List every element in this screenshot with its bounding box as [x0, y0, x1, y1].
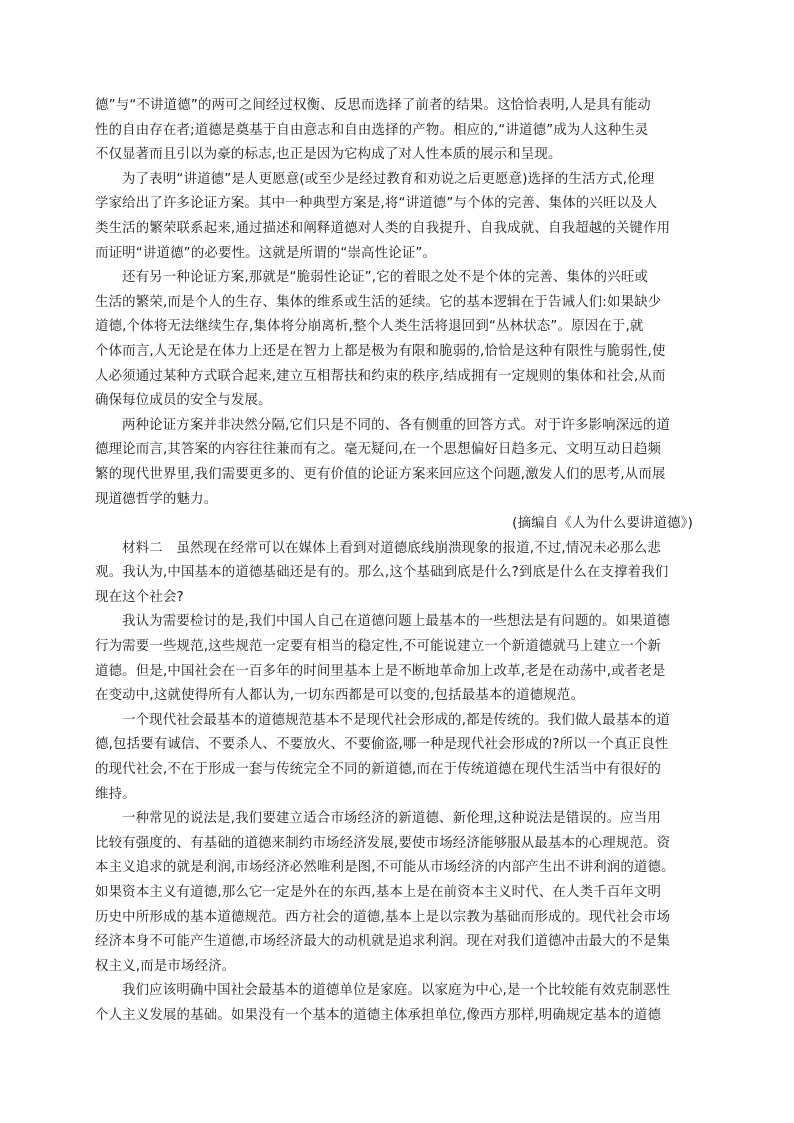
text-line: 德,包括要有诚信、不要杀人、不要放火、不要偷盗,哪一种是现代社会形成的?所以一个真正良性: [95, 737, 669, 753]
paragraph: [95, 709, 699, 807]
paragraph: [95, 266, 699, 414]
text-line: 在变动中,这就使得所有人都认为,一切东西都是可以变的,包括最基本的道德规范。: [95, 688, 585, 704]
text-line: 我认为需要检讨的是,我们中国人自己在道德问题上最基本的一些想法是有问题的。如果道德: [122, 614, 671, 630]
text-line: 维持。: [95, 786, 136, 802]
paragraph: [95, 94, 699, 168]
text-line: 权主义,而是市场经济。: [95, 958, 236, 974]
text-line: 为了表明“讲道德”是人更愿意(或至少是经过教育和劝说之后更愿意)选择的生活方式,伦理: [122, 171, 655, 187]
text-line: 现在这个社会?: [95, 589, 184, 605]
text-line: 类生活的繁荣联系起来,通过描述和阐释道德对人类的自我提升、自我成就、自我超越的关键作用: [95, 220, 671, 236]
text-line: 人必须通过某种方式联合起来,建立互相帮扶和约束的秩序,结成拥有一定规则的集体和社会,从而: [95, 368, 666, 384]
paragraph: [95, 979, 699, 1028]
paragraph: [95, 414, 699, 512]
text-line: 道德。但是,中国社会在一百多年的时间里基本上是不断地革命加上改革,老是在动荡中,或者老是: [95, 663, 666, 679]
text-line: 材料二 虽然现在经常可以在媒体上看到对道德底线崩溃现象的报道,不过,情况未必那么悲: [122, 540, 661, 556]
text-line: 个人主义发展的基础。如果没有一个基本的道德主体承担单位,像西方那样,明确规定基本的道德: [95, 1007, 662, 1023]
text-line: 本主义追求的就是利润,市场经济必然唯利是图,不可能从市场经济的内部产生出不讲利润的道德。: [95, 860, 675, 876]
source-citation: [95, 512, 699, 537]
text-line: 如果资本主义有道德,那么它一定是外在的东西,基本上是在前资本主义时代、在人类千百年文明: [95, 885, 662, 900]
text-line: 而证明“讲道德”的必要性。这就是所谓的“崇高性论证”。: [95, 245, 437, 261]
text-line: 性的自由存在者;道德是奠基于自由意志和自由选择的产物。相应的,“讲道德”成为人这种生灵: [95, 122, 649, 138]
text-line: 德”与“不讲道德”的两可之间经过权衡、反思而选择了前者的结果。这恰恰表明,人是具有能动: [95, 98, 651, 113]
text-line: 比较有强度的、有基础的道德来制约市场经济发展,要使市场经济能够服从最基本的心理规范。资: [95, 835, 671, 851]
text-line: 生活的繁荣,而是个人的生存、集体的维系或生活的延续。它的基本逻辑在于告诫人们:如果缺少: [95, 294, 662, 310]
article-body: [95, 94, 699, 1029]
text-line: 不仅显著而且引以为豪的标志,也正是因为它构成了对人性本质的展示和呈现。: [95, 147, 562, 163]
text-line: 经济本身不可能产生道德,市场经济最大的动机就是追求利润。现在对我们道德冲击最大的不是集: [95, 934, 671, 950]
source-text: (摘编自《人为什么要讲道德》): [512, 516, 693, 532]
text-line: 历史中所形成的基本道德规范。西方社会的道德,基本上是以宗教为基础而形成的。现代社会市场: [95, 909, 671, 925]
text-line: 还有另一种论证方案,那就是“脆弱性论证”,它的着眼之处不是个体的完善、集体的兴旺或: [122, 270, 649, 286]
text-line: 我们应该明确中国社会最基本的道德单位是家庭。以家庭为中心,是一个比较能有效克制恶性: [122, 983, 671, 999]
text-line: 德理论而言,其答案的内容往往兼而有之。毫无疑问,在一个思想偏好日趋多元、文明互动日趋频: [95, 442, 662, 458]
text-line: 确保每位成员的安全与发展。: [95, 393, 272, 409]
text-line: 两种论证方案并非决然分隔,它们只是不同的、各有侧重的回答方式。对于许多影响深远的道: [122, 417, 671, 433]
text-line: 学家给出了许多论证方案。其中一种典型方案是,将“讲道德”与个体的完善、集体的兴旺以及人: [95, 196, 658, 212]
text-line: 的现代社会,不在于形成一套与传统完全不同的新道德,而在于传统道德在现代生活当中有很好的: [95, 762, 662, 778]
text-line: 一种常见的说法是,我们要建立适合市场经济的新道德、新伦理,这种说法是错误的。应当用: [122, 811, 661, 827]
paragraph: [95, 537, 699, 611]
text-line: 道德,个体将无法继续生存,集体将分崩离析,整个人类生活将退回到“丛林状态”。原因在于,就: [95, 319, 644, 335]
paragraph: [95, 807, 699, 979]
text-line: 一个现代社会最基本的道德规范基本不是现代社会形成的,都是传统的。我们做人最基本的道: [122, 712, 671, 728]
text-line: 现道德哲学的魅力。: [95, 491, 218, 507]
paragraph: [95, 168, 699, 266]
text-line: 个体而言,人无论是在体力上还是在智力上都是极为有限和脆弱的,恰恰是这种有限性与脆弱性,使: [95, 343, 666, 359]
text-line: 繁的现代世界里,我们需要更多的、更有价值的论证方案来回应这个问题,激发人们的思考,从而展: [95, 466, 666, 482]
text-line: 观。我认为,中国基本的道德基础还是有的。那么,这个基础到底是什么?到底是什么在支撑着我们: [95, 565, 669, 581]
text-line: 行为需要一些规范,这些规范一定要有相当的稳定性,不可能说建立一个新道德就马上建立一个新: [95, 639, 662, 655]
paragraph: [95, 610, 699, 708]
